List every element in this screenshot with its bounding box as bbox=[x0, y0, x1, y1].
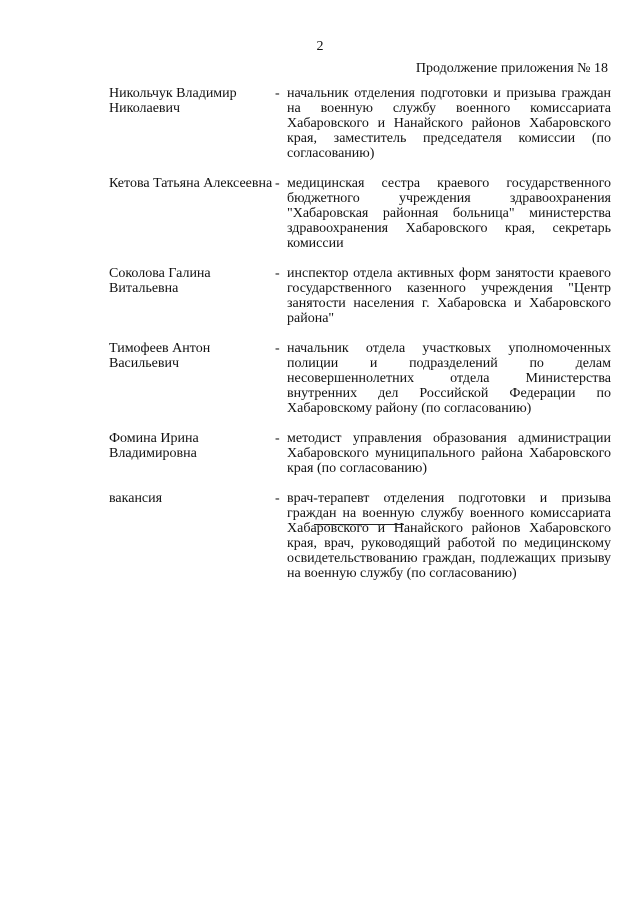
member-name: Кетова Татьяна Алексеевна bbox=[109, 176, 273, 191]
member-row bbox=[109, 176, 611, 251]
member-row bbox=[109, 431, 611, 476]
end-of-list-divider bbox=[314, 524, 404, 525]
member-name: Никольчук Владимир Николаевич bbox=[109, 86, 237, 116]
page-number: 2 bbox=[316, 39, 324, 54]
member-dash: - bbox=[275, 176, 280, 191]
member-row bbox=[109, 266, 611, 326]
appendix-continuation-note: Продолжение приложения № 18 bbox=[415, 61, 608, 76]
member-row bbox=[109, 341, 611, 416]
member-dash: - bbox=[275, 431, 280, 446]
member-dash: - bbox=[275, 266, 280, 281]
commission-member-list bbox=[109, 86, 611, 596]
member-dash: - bbox=[275, 341, 280, 356]
member-role: инспектор отдела активных форм занятости краевого государственного казенного учреждения "Центр занятости населения г. Хабаровска и Хабаровского района" bbox=[287, 266, 611, 326]
member-name: Тимофеев Антон Васильевич bbox=[109, 341, 211, 371]
member-dash: - bbox=[275, 491, 280, 506]
member-name: Фомина Ирина Владимировна bbox=[109, 431, 199, 461]
member-dash: - bbox=[275, 86, 280, 101]
member-name: Соколова Галина Витальевна bbox=[109, 266, 211, 296]
member-name: вакансия bbox=[109, 491, 163, 506]
member-row bbox=[109, 491, 611, 581]
member-row bbox=[109, 86, 611, 161]
member-role: начальник отдела участковых уполномоченных полиции и подразделений по делам несовершеннолетних отдела Министерства внутренних дел Российской Федерации по Хабаровскому району (по согласованию) bbox=[287, 341, 611, 416]
member-role: медицинская сестра краевого государственного бюджетного учреждения здравоохранения "Хабаровская районная больница" министерства здравоохранения Хабаровского края, секретарь комиссии bbox=[287, 176, 611, 251]
member-role: начальник отделения подготовки и призыва граждан на военную службу военного комиссариата Хабаровского и Нанайского районов Хабаровского края, заместитель председателя комиссии (по согласованию) bbox=[287, 86, 611, 161]
member-role: врач-терапевт отделения подготовки и призыва граждан на военную службу военного комиссариата Хабаровского и Нанайского районов Хабаровского края, врач, руководящий работой по медицинскому освидетельствованию граждан, подлежащих призыву на военную службу (по согласованию) bbox=[287, 491, 611, 581]
member-role: методист управления образования администрации Хабаровского муниципального района Хабаровского края (по согласованию) bbox=[287, 431, 611, 476]
